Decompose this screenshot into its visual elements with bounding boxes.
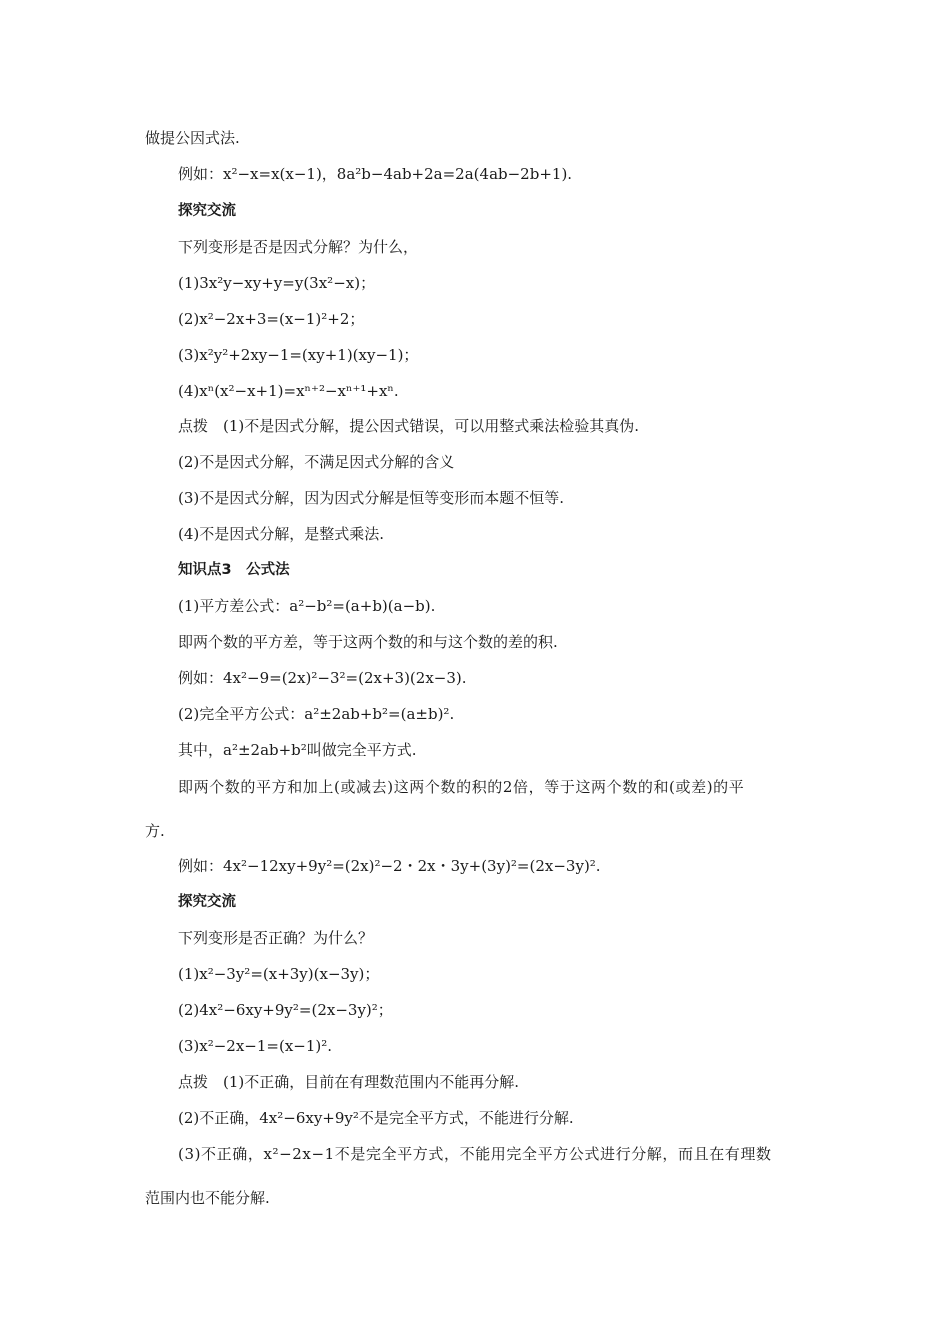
hint-line: 点拨 (1)不正确，目前在有理数范围内不能再分解.: [178, 1073, 520, 1091]
item-line: (1)x²−3y²=(x+3y)(x−3y)；: [178, 965, 380, 983]
hint-line: 范围内也不能分解.: [145, 1189, 270, 1207]
item-line: (2)x²−2x+3=(x−1)²+2；: [178, 310, 365, 328]
item-line: (2)4x²−6xy+9y²=(2x−3y)²；: [178, 1001, 393, 1019]
paragraph-line: 方.: [145, 822, 165, 840]
question-line: 下列变形是否是因式分解？为什么，: [178, 238, 419, 256]
item-line: (3)x²−2x−1=(x−1)².: [178, 1037, 333, 1055]
paragraph-line: 即两个数的平方差，等于这两个数的和与这个数的差的积.: [178, 633, 558, 651]
paragraph-line: 做提公因式法.: [145, 129, 240, 147]
section-heading: 探究交流: [178, 203, 236, 219]
section-heading: 知识点3 公式法: [178, 562, 290, 578]
formula-line: (1)平方差公式：a²−b²=(a+b)(a−b).: [178, 597, 436, 615]
section-heading: 探究交流: [178, 894, 236, 910]
hint-line: (3)不是因式分解，因为因式分解是恒等变形而本题不恒等.: [178, 489, 565, 507]
example-line: 例如：4x²−12xy+9y²=(2x)²−2・2x・3y+(3y)²=(2x−3y)².: [178, 857, 601, 875]
hint-line: (2)不是因式分解，不满足因式分解的含义: [178, 453, 455, 471]
paragraph-line: 其中，a²±2ab+b²叫做完全平方式.: [178, 741, 417, 759]
example-line: 例如：x²−x=x(x−1)，8a²b−4ab+2a=2a(4ab−2b+1).: [178, 165, 573, 183]
hint-line: (4)不是因式分解，是整式乘法.: [178, 525, 385, 543]
question-line: 下列变形是否正确？为什么？: [178, 929, 374, 947]
item-line: (4)xⁿ(x²−x+1)=xⁿ⁺²−xⁿ⁺¹+xⁿ.: [178, 382, 399, 400]
hint-line: (3)不正确，x²−2x−1不是完全平方式，不能用完全平方公式进行分解，而且在有理数: [178, 1145, 772, 1163]
item-line: (1)3x²y−xy+y=y(3x²−x)；: [178, 274, 376, 292]
example-line: 例如：4x²−9=(2x)²−3²=(2x+3)(2x−3).: [178, 669, 467, 687]
hint-line: (2)不正确，4x²−6xy+9y²不是完全平方式，不能进行分解.: [178, 1109, 574, 1127]
formula-line: (2)完全平方公式：a²±2ab+b²=(a±b)².: [178, 705, 455, 723]
paragraph-line: 即两个数的平方和加上(或减去)这两个数的积的2倍，等于这两个数的和(或差)的平: [178, 778, 745, 796]
item-line: (3)x²y²+2xy−1=(xy+1)(xy−1)；: [178, 346, 419, 364]
hint-line: 点拨 (1)不是因式分解，提公因式错误，可以用整式乘法检验其真伪.: [178, 417, 640, 435]
